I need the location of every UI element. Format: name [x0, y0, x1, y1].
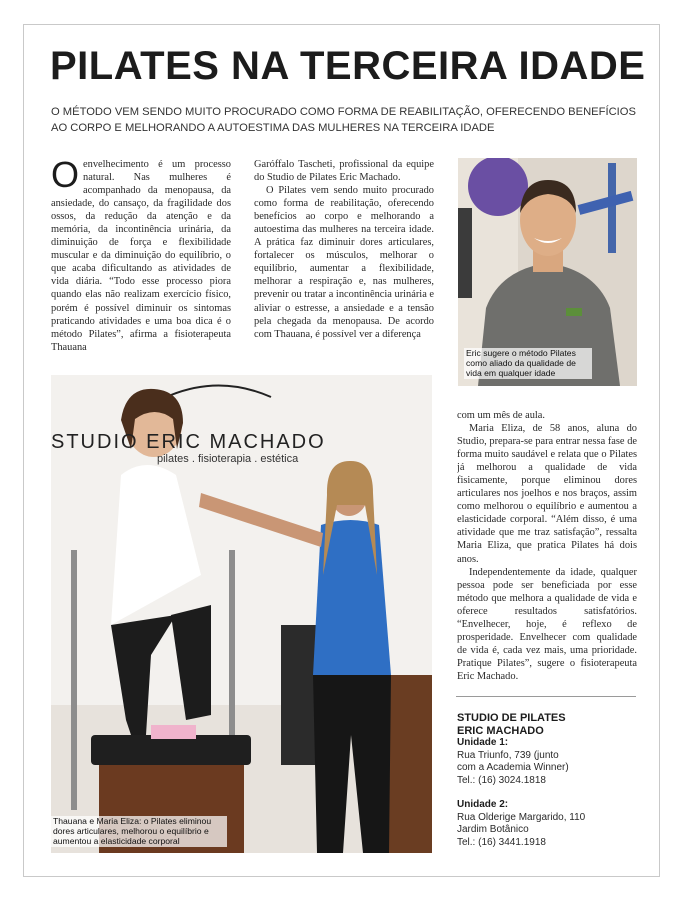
wall-sign-line1: STUDIO ERIC MACHADO [51, 431, 326, 453]
paragraph-3a: com um mês de aula. [457, 410, 546, 421]
eric-photo [458, 158, 637, 386]
unit1-label: Unidade 1: [457, 737, 509, 748]
wall-sign [51, 431, 432, 454]
unit2-label: Unidade 2: [457, 799, 509, 810]
paragraph-intro-text: envelhecimento é um processo natural. Nas mulheres é acompanhado da menopausa, da ansiedade, do cansaço, da fragilidade dos ossos, da redução da atenção e da memória, da incontinência urinária, da diminuição de força e flexibilidade muscular e da diminuição do equilíbrio, o que acaba dificultando as atividades de vida diária. “Todo esse processo piora quando elas não realizam exercício físico, porém é possível diminuir os sintomas praticando atividades e uma boa dica é o método Pilates”, afirma a fisioterapeuta Thauana [51, 159, 231, 353]
paragraph-3c: Independentemente da idade, qualquer pessoa pode ser beneficiada por esse método que melhora a qualidade de vida e oferece resultados satisfatórios. “Envelhecer, hoje, é reflexo de prosperidade. Envelhecer com qualidade de vida é, cada vez mais, uma prioridade. Pratique Pilates”, sugere o fisioterapeuta Eric Machado. [457, 566, 637, 682]
drop-cap: O [51, 158, 80, 195]
column-1 [51, 158, 231, 358]
column-3 [457, 409, 637, 689]
unit1-phone: Tel.: (16) 3024.1818 [457, 774, 546, 786]
unit2-address-line2: Jardim Botânico [457, 824, 529, 835]
studio-photo [51, 375, 432, 853]
unit2-phone: Tel.: (16) 3441.1918 [457, 836, 546, 848]
info-heading-line2: ERIC MACHADO [457, 724, 544, 737]
paragraph-2b: O Pilates vem sendo muito procurado como forma de reabilitação, oferecendo benefícios ao corpo e melhorando a autoestima das mulheres na terceira idade. A prática faz diminuir dores articulares, fortalecer os músculos, melhorar o equilíbrio, aumentar a flexibilidade, melhorar a respiração e, nas mulheres, prevenir ou tratar a incontinência urinária e aliviar o estresse, a ansiedade e a tensão pela chegada da menopausa. De acordo com Thauana, é possível ver a diferença [254, 185, 434, 340]
eric-photo-caption: Eric sugere o método Pilates como aliado da qualidade de vida em qualquer idade [464, 348, 592, 379]
unit1-address-line1: Rua Triunfo, 739 (junto [457, 749, 559, 761]
info-divider [456, 696, 636, 697]
paragraph-2a: Garóffalo Tascheti, profissional da equipe do Studio de Pilates Eric Machado. [254, 159, 434, 184]
paragraph-intro [51, 158, 231, 354]
column-2 [254, 158, 434, 358]
unit1-address-line2: com a Academia Winner) [457, 762, 569, 773]
paragraph-3b: Maria Eliza, de 58 anos, aluna do Studio, prepara-se para entrar nessa fase de forma muito saudável e relata que o Pilates já melhorou a qualidade de vida fisicamente, porque eliminou dores articulares nos joelhos e nos braços, assim como melhorou o equilíbrio e aumentou a elasticidade corporal. “Além disso, é uma atividade que me traz satisfação”, ressalta Maria Eliza, que pratica Pilates há dois anos. [457, 423, 637, 565]
wall-sign-sub: pilates . fisioterapia . estética [157, 453, 299, 465]
unit2-address-line1: Rua Olderige Margarido, 110 [457, 811, 586, 823]
info-box [457, 712, 637, 849]
info-heading-line1: STUDIO DE PILATES [457, 712, 566, 724]
studio-photo-caption: Thauana e Maria Eliza: o Pilates eliminou dores articulares, melhorou o equilíbrio e aumentou a elasticidade corporal [51, 816, 227, 847]
article-subtitle: O MÉTODO VEM SENDO MUITO PROCURADO COMO FORMA DE REABILITAÇÃO, OFERECENDO BENEFÍCIOS AO CORPO E MELHORANDO A AUTOESTIMA DAS MULHERES NA TERCEIRA IDADE [51, 106, 636, 134]
article-title: PILATES NA TERCEIRA IDADE [50, 44, 646, 88]
